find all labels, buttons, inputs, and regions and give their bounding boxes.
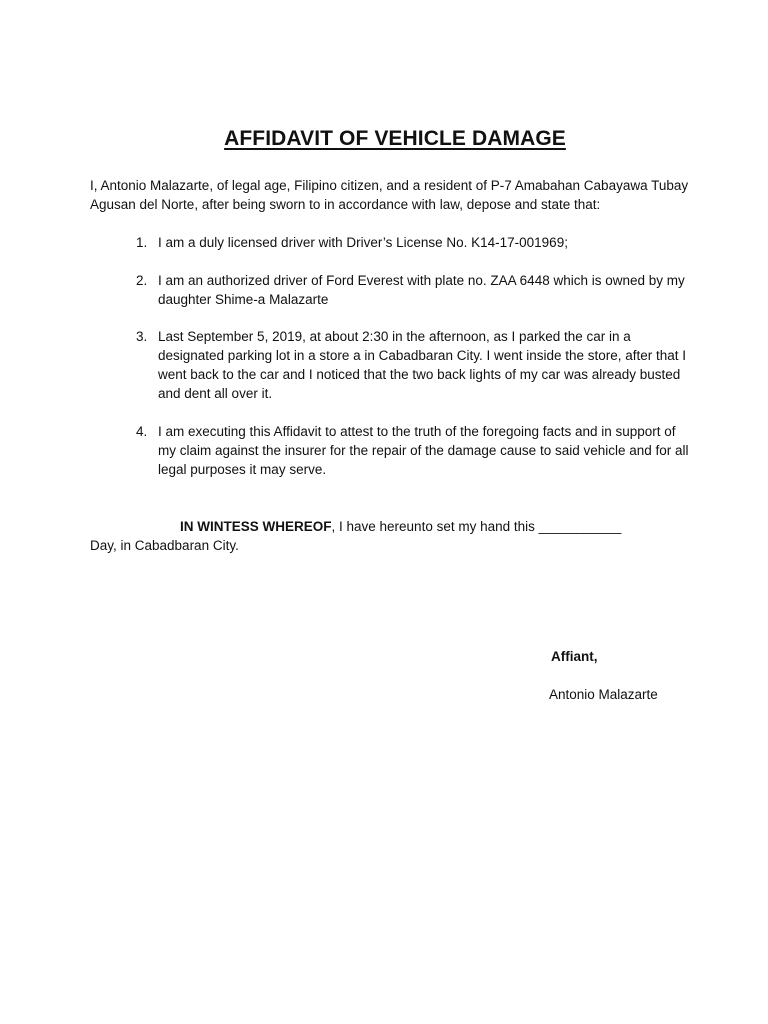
list-item-number: 3. <box>136 329 148 344</box>
intro-paragraph: I, Antonio Malazarte, of legal age, Filipino citizen, and a resident of P-7 Amabahan Cabayawa Tubay Agusan del Norte, after being sworn to in accordance with law, depose and state that: <box>90 178 689 212</box>
document-title: AFFIDAVIT OF VEHICLE DAMAGE <box>224 127 566 150</box>
list-item-text: Last September 5, 2019, at about 2:30 in the afternoon, as I parked the car in a designated parking lot in a store a in Cabadbaran City. I went inside the store, after that I went back to the car and I noticed that the two back lights of my car was already busted and dent all over it. <box>158 329 687 401</box>
list-item-number: 4. <box>136 424 148 439</box>
list-item <box>136 233 696 252</box>
affiant-name: Antonio Malazarte <box>549 687 658 702</box>
witness-text: , I have hereunto set my hand this ___________ <box>331 519 622 534</box>
list-item <box>136 271 696 309</box>
list-item-number: 1. <box>136 235 148 250</box>
witness-bold-lead: IN WINTESS WHEREOF <box>180 519 332 534</box>
list-item-text: I am a duly licensed driver with Driver’s License No. K14-17-001969; <box>158 235 568 250</box>
list-item-text: I am an authorized driver of Ford Everest with plate no. ZAA 6448 which is owned by my daughter Shime-a Malazarte <box>158 273 685 307</box>
affiant-label: Affiant, <box>551 649 598 664</box>
list-item-text: I am executing this Affidavit to attest to the truth of the foregoing facts and in support of my claim against the insurer for the repair of the damage cause to said vehicle and for all legal purposes it may serve. <box>158 424 689 477</box>
witness-line-1 <box>90 517 690 536</box>
list-item <box>136 422 696 479</box>
list-item-number: 2. <box>136 273 148 288</box>
list-item <box>136 327 696 403</box>
witness-clause <box>90 517 690 555</box>
witness-line-2: Day, in Cabadbaran City. <box>90 538 239 553</box>
